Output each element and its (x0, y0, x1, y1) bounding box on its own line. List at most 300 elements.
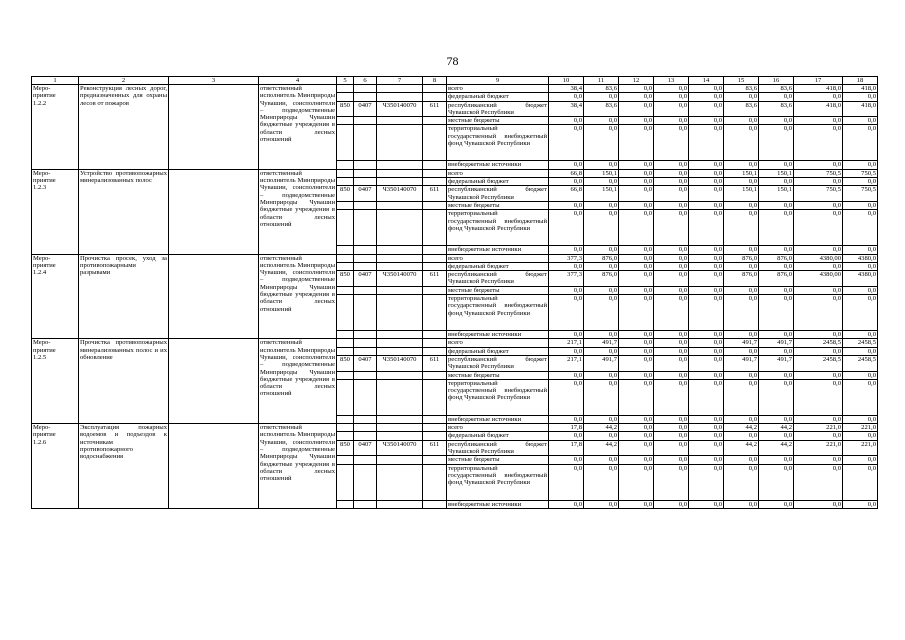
rzpr-code-empty (354, 464, 377, 500)
grbs-code-empty (337, 339, 354, 347)
column-number: 4 (259, 77, 337, 85)
funding-source: всего (447, 254, 549, 262)
vr-code: 611 (423, 101, 447, 117)
vr-code-empty (423, 432, 447, 440)
amount-cell: 0,0 (619, 331, 654, 339)
measure-name: Устройство противопожарных минерализованных полос (79, 169, 169, 254)
amount-cell: 0,0 (843, 286, 878, 294)
amount-cell: 150,1 (584, 169, 619, 177)
amount-cell: 0,0 (724, 286, 759, 294)
column-number: 11 (584, 77, 619, 85)
amount-cell: 0,0 (759, 93, 794, 101)
grbs-code-empty (337, 117, 354, 125)
amount-cell: 0,0 (759, 500, 794, 508)
amount-cell: 0,0 (654, 456, 689, 464)
grbs-code: 850 (337, 186, 354, 202)
rzpr-code-empty (354, 125, 377, 161)
vr-code-empty (423, 161, 447, 169)
grbs-code-empty (337, 347, 354, 355)
amount-cell: 750,5 (843, 186, 878, 202)
rzpr-code-empty (354, 178, 377, 186)
amount-cell: 0,0 (843, 125, 878, 161)
csr-code-empty (377, 500, 423, 508)
amount-cell: 0,0 (619, 262, 654, 270)
amount-cell: 876,0 (584, 271, 619, 287)
amount-cell: 0,0 (654, 339, 689, 347)
vr-code-empty (423, 331, 447, 339)
amount-cell: 0,0 (549, 210, 584, 246)
amount-cell: 38,4 (549, 101, 584, 117)
rzpr-code-empty (354, 117, 377, 125)
amount-cell: 0,0 (549, 201, 584, 209)
vr-code-empty (423, 464, 447, 500)
grbs-code-empty (337, 169, 354, 177)
amount-cell: 0,0 (619, 169, 654, 177)
rzpr-code: 0407 (354, 355, 377, 371)
amount-cell: 17,8 (549, 424, 584, 432)
amount-cell: 83,6 (724, 85, 759, 93)
measure-code (32, 254, 79, 339)
grbs-code-empty (337, 432, 354, 440)
amount-cell: 0,0 (549, 371, 584, 379)
funding-source: внебюджетные источники (447, 500, 549, 508)
amount-cell: 0,0 (654, 355, 689, 371)
amount-cell: 0,0 (619, 295, 654, 331)
amount-cell: 0,0 (724, 500, 759, 508)
amount-cell: 0,0 (759, 201, 794, 209)
amount-cell: 0,0 (724, 201, 759, 209)
funding-source: территориальный государственный внебюджетный фонд Чувашской Республики (447, 125, 549, 161)
rzpr-code: 0407 (354, 271, 377, 287)
amount-cell: 0,0 (689, 424, 724, 432)
amount-cell: 0,0 (619, 254, 654, 262)
amount-cell: 0,0 (759, 161, 794, 169)
column-number: 6 (354, 77, 377, 85)
amount-cell: 0,0 (584, 201, 619, 209)
amount-cell: 0,0 (843, 371, 878, 379)
amount-cell: 418,0 (843, 101, 878, 117)
measure-code (32, 339, 79, 424)
amount-cell: 0,0 (689, 440, 724, 456)
funding-source: территориальный государственный внебюджетный фонд Чувашской Республики (447, 464, 549, 500)
grbs-code-empty (337, 246, 354, 254)
amount-cell: 0,0 (619, 500, 654, 508)
amount-cell: 0,0 (689, 186, 724, 202)
amount-cell: 0,0 (794, 262, 843, 270)
grbs-code-empty (337, 464, 354, 500)
csr-code-empty (377, 125, 423, 161)
rzpr-code-empty (354, 331, 377, 339)
amount-cell: 0,0 (724, 125, 759, 161)
amount-cell: 0,0 (619, 371, 654, 379)
vr-code-empty (423, 371, 447, 379)
amount-cell: 150,1 (724, 169, 759, 177)
rzpr-code-empty (354, 347, 377, 355)
vr-code-empty (423, 295, 447, 331)
amount-cell: 0,0 (689, 93, 724, 101)
amount-cell: 0,0 (689, 295, 724, 331)
amount-cell: 0,0 (843, 347, 878, 355)
amount-cell: 0,0 (759, 117, 794, 125)
funding-source: федеральный бюджет (447, 347, 549, 355)
amount-cell: 0,0 (759, 415, 794, 423)
amount-cell: 0,0 (549, 379, 584, 415)
grbs-code-empty (337, 424, 354, 432)
grbs-code-empty (337, 262, 354, 270)
amount-cell: 0,0 (843, 331, 878, 339)
amount-cell: 750,5 (843, 169, 878, 177)
rzpr-code-empty (354, 201, 377, 209)
amount-cell: 0,0 (794, 295, 843, 331)
csr-code-empty (377, 464, 423, 500)
csr-code-empty (377, 339, 423, 347)
vr-code: 611 (423, 271, 447, 287)
amount-cell: 0,0 (619, 117, 654, 125)
measure-code-line: 1.2.5 (33, 353, 47, 361)
amount-cell: 0,0 (619, 85, 654, 93)
amount-cell: 418,0 (843, 85, 878, 93)
amount-cell: 0,0 (654, 371, 689, 379)
amount-cell: 0,0 (689, 464, 724, 500)
csr-code-empty (377, 432, 423, 440)
amount-cell: 0,0 (794, 379, 843, 415)
rzpr-code-empty (354, 432, 377, 440)
funding-source: республиканский бюджет Чувашской Республики (448, 440, 547, 456)
column-number: 1 (32, 77, 79, 85)
amount-cell: 0,0 (619, 355, 654, 371)
amount-cell: 0,0 (654, 169, 689, 177)
amount-cell: 0,0 (584, 295, 619, 331)
amount-cell: 0,0 (584, 125, 619, 161)
funding-source: федеральный бюджет (447, 432, 549, 440)
amount-cell: 876,0 (724, 254, 759, 262)
csr-code-empty (377, 456, 423, 464)
amount-cell: 0,0 (794, 331, 843, 339)
amount-cell: 0,0 (794, 456, 843, 464)
csr-code-empty (377, 379, 423, 415)
vr-code-empty (423, 254, 447, 262)
amount-cell: 0,0 (689, 500, 724, 508)
funding-source: республиканский бюджет Чувашской Республики (448, 186, 547, 201)
amount-cell: 0,0 (619, 347, 654, 355)
amount-cell: 0,0 (794, 464, 843, 500)
csr-code-empty (377, 210, 423, 246)
grbs-code-empty (337, 85, 354, 93)
amount-cell: 0,0 (619, 432, 654, 440)
measure-code-line: 1.2.2 (33, 99, 47, 107)
amount-cell: 0,0 (549, 464, 584, 500)
rzpr-code-empty (354, 500, 377, 508)
amount-cell: 0,0 (549, 117, 584, 125)
column-number: 9 (447, 77, 549, 85)
amount-cell: 418,0 (794, 85, 843, 93)
measure-executor: ответственный исполнитель Минприроды Чувашии, соисполнители – подведомственные Минприроды Чувашии бюджетные учреждения в области лесных отношений (259, 85, 337, 170)
rzpr-code-empty (354, 161, 377, 169)
amount-cell: 0,0 (724, 456, 759, 464)
amount-cell: 0,0 (843, 161, 878, 169)
grbs-code: 850 (337, 355, 354, 371)
amount-cell: 0,0 (794, 286, 843, 294)
csr-code-empty (377, 117, 423, 125)
amount-cell: 4380,0 (843, 271, 878, 287)
amount-cell: 0,0 (724, 464, 759, 500)
amount-cell: 0,0 (724, 415, 759, 423)
amount-cell: 44,2 (759, 424, 794, 432)
measure-name: Прочистка противопожарных минерализованных полос и их обновление (79, 339, 169, 424)
funding-source: федеральный бюджет (447, 93, 549, 101)
column-number: 7 (377, 77, 423, 85)
amount-cell: 0,0 (689, 331, 724, 339)
amount-cell: 876,0 (759, 271, 794, 287)
vr-code-empty (423, 379, 447, 415)
amount-cell: 0,0 (654, 286, 689, 294)
column-number: 13 (654, 77, 689, 85)
amount-cell: 0,0 (689, 85, 724, 93)
amount-cell: 221,0 (843, 440, 878, 456)
measure-name: Эксплуатация пожарных водоемов и подъездов к источникам противопожарного водоснабжения (79, 424, 169, 509)
rzpr-code-empty (354, 424, 377, 432)
table-row (32, 85, 878, 93)
grbs-code-empty (337, 93, 354, 101)
amount-cell: 0,0 (654, 117, 689, 125)
amount-cell: 0,0 (654, 415, 689, 423)
amount-cell: 0,0 (724, 295, 759, 331)
measure-executor: ответственный исполнитель Минприроды Чувашии, соисполнители – подведомственные Минприроды Чувашии бюджетные учреждения в области лесных отношений (259, 254, 337, 339)
amount-cell: 0,0 (759, 331, 794, 339)
amount-cell: 0,0 (654, 379, 689, 415)
csr-code-empty (377, 295, 423, 331)
amount-cell: 0,0 (843, 464, 878, 500)
grbs-code-empty (337, 379, 354, 415)
amount-cell: 0,0 (549, 295, 584, 331)
csr-code-empty (377, 347, 423, 355)
csr-code-empty (377, 371, 423, 379)
measure-code-line: 1.2.3 (33, 184, 47, 192)
vr-code-empty (423, 339, 447, 347)
grbs-code-empty (337, 125, 354, 161)
funding-source: внебюджетные источники (447, 161, 549, 169)
rzpr-code-empty (354, 339, 377, 347)
grbs-code-empty (337, 210, 354, 246)
amount-cell: 0,0 (654, 101, 689, 117)
amount-cell: 0,0 (759, 125, 794, 161)
measure-code-line: приятие (33, 431, 56, 439)
amount-cell: 0,0 (654, 186, 689, 202)
amount-cell: 0,0 (619, 464, 654, 500)
funding-source: внебюджетные источники (447, 415, 549, 423)
amount-cell: 0,0 (843, 295, 878, 331)
amount-cell: 150,1 (759, 169, 794, 177)
grbs-code-empty (337, 178, 354, 186)
grbs-code-empty (337, 286, 354, 294)
amount-cell: 4380,0 (843, 254, 878, 262)
amount-cell: 0,0 (584, 432, 619, 440)
amount-cell: 377,3 (549, 254, 584, 262)
amount-cell: 0,0 (619, 424, 654, 432)
measure-executor: ответственный исполнитель Минприроды Чувашии, соисполнители – подведомственные Минприроды Чувашии бюджетные учреждения в области лесных отношений (259, 424, 337, 509)
measure-col3 (169, 424, 259, 509)
funding-source: федеральный бюджет (447, 262, 549, 270)
amount-cell: 0,0 (843, 456, 878, 464)
amount-cell: 0,0 (724, 347, 759, 355)
amount-cell: 0,0 (619, 339, 654, 347)
vr-code-empty (423, 262, 447, 270)
amount-cell: 0,0 (843, 201, 878, 209)
amount-cell: 0,0 (759, 210, 794, 246)
rzpr-code-empty (354, 286, 377, 294)
vr-code-empty (423, 246, 447, 254)
amount-cell: 0,0 (689, 371, 724, 379)
amount-cell: 0,0 (549, 432, 584, 440)
funding-source: внебюджетные источники (447, 246, 549, 254)
rzpr-code-empty (354, 456, 377, 464)
measure-col3 (169, 169, 259, 254)
amount-cell: 0,0 (843, 117, 878, 125)
rzpr-code: 0407 (354, 101, 377, 117)
amount-cell: 0,0 (549, 331, 584, 339)
amount-cell: 0,0 (654, 424, 689, 432)
amount-cell: 0,0 (759, 464, 794, 500)
amount-cell: 221,0 (843, 424, 878, 432)
amount-cell: 0,0 (654, 464, 689, 500)
csr-code-empty (377, 93, 423, 101)
amount-cell: 0,0 (794, 117, 843, 125)
amount-cell: 0,0 (843, 379, 878, 415)
measure-name: Прочистка просек, уход за противопожарными разрывами (79, 254, 169, 339)
rzpr-code-empty (354, 210, 377, 246)
amount-cell: 0,0 (654, 210, 689, 246)
csr-code-empty (377, 415, 423, 423)
grbs-code: 850 (337, 101, 354, 117)
amount-cell: 0,0 (794, 210, 843, 246)
amount-cell: 0,0 (759, 379, 794, 415)
csr-code-empty (377, 286, 423, 294)
measure-code (32, 169, 79, 254)
amount-cell: 0,0 (619, 379, 654, 415)
amount-cell: 83,6 (584, 85, 619, 93)
amount-cell: 0,0 (584, 371, 619, 379)
amount-cell: 876,0 (724, 271, 759, 287)
column-number: 12 (619, 77, 654, 85)
amount-cell: 0,0 (549, 161, 584, 169)
amount-cell: 0,0 (584, 178, 619, 186)
amount-cell: 0,0 (689, 355, 724, 371)
measure-executor: ответственный исполнитель Минприроды Чувашии, соисполнители – подведомственные Минприроды Чувашии бюджетные учреждения в области лесных отношений (259, 169, 337, 254)
amount-cell: 0,0 (654, 201, 689, 209)
amount-cell: 0,0 (654, 432, 689, 440)
amount-cell: 0,0 (549, 347, 584, 355)
amount-cell: 0,0 (689, 201, 724, 209)
measure-code-line: Меро- (33, 339, 51, 347)
grbs-code-empty (337, 254, 354, 262)
measure-code-line: Меро- (33, 424, 51, 432)
grbs-code-empty (337, 161, 354, 169)
vr-code: 611 (423, 186, 447, 202)
csr-code-empty (377, 424, 423, 432)
measure-code-line: Меро- (33, 85, 51, 92)
amount-cell: 0,0 (759, 456, 794, 464)
column-number: 5 (337, 77, 354, 85)
amount-cell: 0,0 (759, 262, 794, 270)
amount-cell: 0,0 (549, 178, 584, 186)
amount-cell: 0,0 (584, 210, 619, 246)
csr-code: Ч350140070 (377, 186, 423, 202)
measure-code-line: приятие (33, 92, 56, 100)
amount-cell: 0,0 (843, 246, 878, 254)
funding-source: местные бюджеты (447, 371, 549, 379)
grbs-code: 850 (337, 271, 354, 287)
amount-cell: 0,0 (843, 262, 878, 270)
amount-cell: 44,2 (759, 440, 794, 456)
amount-cell: 0,0 (724, 178, 759, 186)
rzpr-code-empty (354, 415, 377, 423)
amount-cell: 0,0 (689, 415, 724, 423)
amount-cell: 0,0 (549, 262, 584, 270)
amount-cell: 491,7 (724, 355, 759, 371)
amount-cell: 491,7 (759, 339, 794, 347)
vr-code-empty (423, 286, 447, 294)
amount-cell: 66,8 (549, 169, 584, 177)
amount-cell: 0,0 (584, 93, 619, 101)
table-row (32, 424, 878, 432)
amount-cell: 0,0 (794, 371, 843, 379)
rzpr-code-empty (354, 254, 377, 262)
amount-cell: 66,8 (549, 186, 584, 202)
amount-cell: 0,0 (619, 178, 654, 186)
rzpr-code-empty (354, 246, 377, 254)
amount-cell: 0,0 (619, 246, 654, 254)
table-row (32, 169, 878, 177)
csr-code-empty (377, 246, 423, 254)
measure-code-line: приятие (33, 177, 56, 185)
amount-cell: 0,0 (794, 415, 843, 423)
amount-cell: 0,0 (619, 456, 654, 464)
amount-cell: 0,0 (584, 379, 619, 415)
vr-code-empty (423, 178, 447, 186)
amount-cell: 0,0 (654, 271, 689, 287)
rzpr-code-empty (354, 85, 377, 93)
measure-code (32, 85, 79, 170)
measure-name: Реконструкция лесных дорог, предназначенных для охраны лесов от пожаров (79, 85, 169, 170)
amount-cell: 0,0 (654, 161, 689, 169)
amount-cell: 0,0 (654, 331, 689, 339)
amount-cell: 150,1 (584, 186, 619, 202)
amount-cell: 0,0 (724, 246, 759, 254)
amount-cell: 377,3 (549, 271, 584, 287)
page-number: 78 (446, 54, 459, 68)
funding-source: республиканский бюджет Чувашской Республики (448, 355, 547, 371)
amount-cell: 0,0 (794, 246, 843, 254)
amount-cell: 0,0 (794, 125, 843, 161)
amount-cell: 0,0 (724, 432, 759, 440)
amount-cell: 0,0 (724, 117, 759, 125)
column-number: 2 (79, 77, 169, 85)
amount-cell: 0,0 (619, 93, 654, 101)
amount-cell: 0,0 (619, 440, 654, 456)
amount-cell: 0,0 (654, 500, 689, 508)
csr-code-empty (377, 169, 423, 177)
amount-cell: 4380,00 (794, 254, 843, 262)
amount-cell: 0,0 (654, 440, 689, 456)
amount-cell: 0,0 (843, 178, 878, 186)
funding-source: территориальный государственный внебюджетный фонд Чувашской Республики (447, 295, 549, 331)
amount-cell: 83,6 (759, 85, 794, 93)
column-number: 18 (843, 77, 878, 85)
amount-cell: 83,6 (759, 101, 794, 117)
grbs-code-empty (337, 415, 354, 423)
rzpr-code-empty (354, 371, 377, 379)
amount-cell: 0,0 (689, 101, 724, 117)
